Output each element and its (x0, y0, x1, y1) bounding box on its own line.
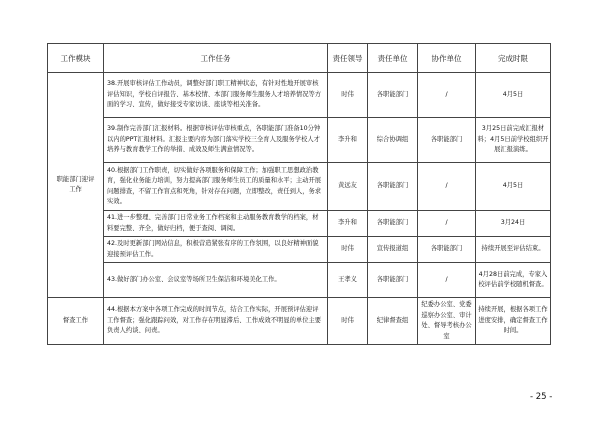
partner-cell: 各职能部门 (418, 237, 476, 263)
header-unit: 责任单位 (368, 44, 418, 73)
deadline-cell: 4月28日前完成，专家入校评估前学校随机督查。 (476, 263, 551, 298)
task-cell: 44.根据本方案中各项工作完成的时间节点，结合工作实际，开展预评估迎评工作督查；强化跟踪问效，对工作存在明显滞后、工作成效不明显的单位主要负责人约谈、问责。 (104, 298, 328, 345)
deadline-cell: 3月24日 (476, 211, 551, 237)
leader-cell: 李升和 (328, 211, 368, 237)
deadline-cell: 持续开展至评估结束。 (476, 237, 551, 263)
table-row (48, 163, 551, 211)
unit-cell: 综合协调组 (368, 118, 418, 163)
unit-cell: 各职能部门 (368, 211, 418, 237)
table-row (48, 73, 551, 118)
unit-cell: 纪律督查组 (368, 298, 418, 345)
table-row (48, 298, 551, 345)
deadline-cell: 4月5日 (476, 73, 551, 118)
header-partner: 协作单位 (418, 44, 476, 73)
module-cell: 职能部门迎评工作 (48, 73, 104, 298)
unit-cell: 各职能部门 (368, 73, 418, 118)
partner-cell: / (418, 263, 476, 298)
deadline-cell: 持续开展，根据各项工作进度安排，确定督查工作时间。 (476, 298, 551, 345)
partner-cell: / (418, 211, 476, 237)
task-table (47, 43, 551, 345)
leader-cell: 李升和 (328, 118, 368, 163)
deadline-cell: 3月25日前完成汇报材料；4月5日前学校组织开展汇报演练。 (476, 118, 551, 163)
table-row (48, 263, 551, 298)
task-cell: 39.制作完善部门汇报材料。根据审核评估审核重点，各职能部门准备10分钟以内的PPT汇报材料。汇报主要内容为部门落实学校三全育人及服务学校人才培养与教育教学工作的举措、成效及师生满意情况等。 (104, 118, 328, 163)
table-row (48, 237, 551, 263)
table-row (48, 211, 551, 237)
task-cell: 42.及时更新部门网站信息，积极营造紧张有序的工作氛围，以良好精神面貌迎接预评估工作。 (104, 237, 328, 263)
leader-cell: 时伟 (328, 237, 368, 263)
leader-cell: 王孝义 (328, 263, 368, 298)
module-cell: 督查工作 (48, 298, 104, 345)
partner-cell: / (418, 73, 476, 118)
table-header-row (48, 44, 551, 73)
unit-cell: 各职能部门 (368, 263, 418, 298)
partner-cell: 纪委办公室、党委巡察办公室、审计处、督导考核办公室 (418, 298, 476, 345)
deadline-cell: 4月5日 (476, 163, 551, 211)
leader-cell: 黄远友 (328, 163, 368, 211)
leader-cell: 时伟 (328, 73, 368, 118)
table-row (48, 118, 551, 163)
task-cell: 40.根据部门工作职责，切实做好各项服务和保障工作；加强职工思想政治教育，强化业务能力培训，努力提高部门服务师生员工的质量和水平；主动开展问题排查，不留工作盲点和死角，针对存在问题，立即整改，责任到人，务求实效。 (104, 163, 328, 211)
header-deadline: 完成时限 (476, 44, 551, 73)
unit-cell: 各职能部门 (368, 163, 418, 211)
leader-cell: 时伟 (328, 298, 368, 345)
partner-cell: / (418, 163, 476, 211)
unit-cell: 宣传报道组 (368, 237, 418, 263)
task-cell: 41.进一步整理、完善部门日常业务工作档案和主动服务教育教学的档案，材料要完整、齐全，做好归档，便于查阅、调阅。 (104, 211, 328, 237)
task-cell: 43.做好部门办公室、会议室等场所卫生保洁和环境美化工作。 (104, 263, 328, 298)
header-task: 工作任务 (104, 44, 328, 73)
task-cell: 38.开展审核评估工作动员，调整好部门职工精神状态，有针对性地开展审核评估知识，学校自评报告、基本校情、本部门服务师生服务人才培养情况等方面的学习、宣传，做好接受专家访谈、座谈等相关准备。 (104, 73, 328, 118)
header-module: 工作模块 (48, 44, 104, 73)
page-number: - 25 - (530, 392, 553, 402)
partner-cell: 各职能部门 (418, 118, 476, 163)
header-leader: 责任领导 (328, 44, 368, 73)
